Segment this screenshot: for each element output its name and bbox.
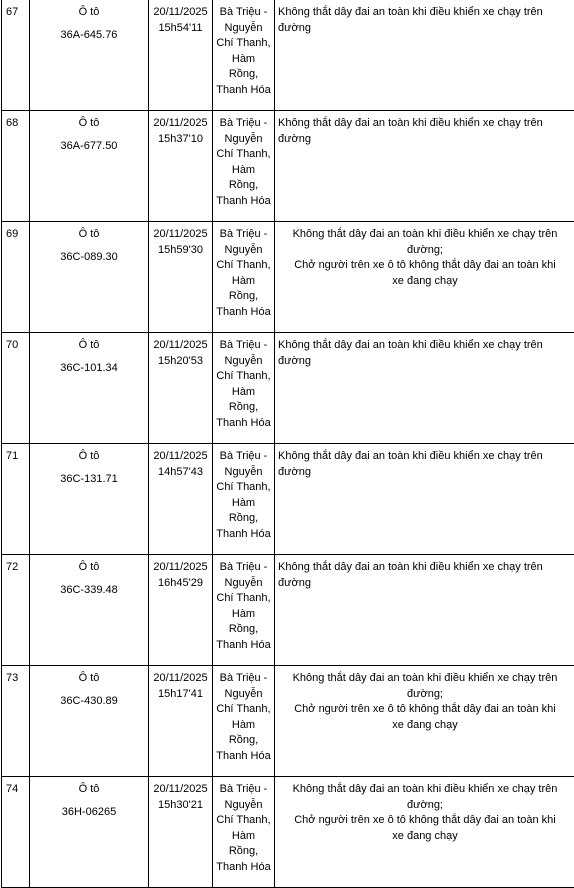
- vehicle-cell: [30, 222, 149, 333]
- violation-text: Không thắt dây đai an toàn khi điều khiển xe chạy trên đường;: [275, 227, 574, 258]
- table-row: [2, 444, 574, 555]
- location-cell: [213, 666, 275, 777]
- location-line: Hàm: [213, 496, 274, 512]
- location-line: Bà Triệu -: [213, 5, 274, 21]
- vehicle-type: Ô tô: [30, 116, 148, 132]
- location-line: Bà Triệu -: [213, 671, 274, 687]
- location-line: Thanh Hóa: [213, 194, 274, 210]
- location-line: Chí Thanh,: [213, 480, 274, 496]
- table-row: [2, 222, 574, 333]
- vehicle-type: Ô tô: [30, 227, 148, 243]
- violation-date: 20/11/2025: [149, 5, 212, 21]
- vehicle-type: Ô tô: [30, 449, 148, 465]
- row-number: 74: [2, 777, 30, 888]
- license-plate: 36A-645.76: [30, 28, 148, 44]
- violation-date: 20/11/2025: [149, 116, 212, 132]
- violation-cell: [275, 333, 574, 444]
- violation-text: Không thắt dây đai an toàn khi điều khiển xe chạy trên đường: [275, 338, 574, 369]
- time-cell: [149, 0, 213, 111]
- vehicle-cell: [30, 444, 149, 555]
- violation-text: Chở người trên xe ô tô không thắt dây đai an toàn khi xe đang chạy: [275, 702, 574, 733]
- row-number: 73: [2, 666, 30, 777]
- location-line: Chí Thanh,: [213, 258, 274, 274]
- location-line: Rồng,: [213, 844, 274, 860]
- violation-cell: [275, 444, 574, 555]
- vehicle-type: Ô tô: [30, 782, 148, 798]
- violation-text: Không thắt dây đai an toàn khi điều khiển xe chạy trên đường: [275, 5, 574, 36]
- location-cell: [213, 222, 275, 333]
- time-cell: [149, 777, 213, 888]
- row-number: 70: [2, 333, 30, 444]
- location-cell: [213, 111, 275, 222]
- violation-cell: [275, 111, 574, 222]
- location-line: Thanh Hóa: [213, 527, 274, 543]
- location-line: Bà Triệu -: [213, 782, 274, 798]
- table-row: [2, 111, 574, 222]
- location-line: Hàm: [213, 607, 274, 623]
- location-line: Bà Triệu -: [213, 227, 274, 243]
- location-line: Nguyễn: [213, 21, 274, 37]
- location-line: Hàm: [213, 274, 274, 290]
- license-plate: 36C-089.30: [30, 250, 148, 266]
- vehicle-cell: [30, 111, 149, 222]
- violation-cell: [275, 777, 574, 888]
- violation-date: 20/11/2025: [149, 782, 212, 798]
- location-line: Chí Thanh,: [213, 36, 274, 52]
- location-line: Bà Triệu -: [213, 338, 274, 354]
- row-number: 71: [2, 444, 30, 555]
- location-line: Thanh Hóa: [213, 305, 274, 321]
- location-cell: [213, 333, 275, 444]
- location-line: Chí Thanh,: [213, 702, 274, 718]
- vehicle-cell: [30, 555, 149, 666]
- license-plate: 36A-677.50: [30, 139, 148, 155]
- location-line: Rồng,: [213, 178, 274, 194]
- vehicle-type: Ô tô: [30, 671, 148, 687]
- location-line: Rồng,: [213, 733, 274, 749]
- violation-time: 15h20'53: [149, 354, 212, 370]
- location-line: Chí Thanh,: [213, 147, 274, 163]
- violation-date: 20/11/2025: [149, 449, 212, 465]
- location-line: Thanh Hóa: [213, 416, 274, 432]
- location-line: Bà Triệu -: [213, 560, 274, 576]
- vehicle-cell: [30, 666, 149, 777]
- location-line: Rồng,: [213, 289, 274, 305]
- violation-text: Không thắt dây đai an toàn khi điều khiển xe chạy trên đường: [275, 449, 574, 480]
- violation-date: 20/11/2025: [149, 338, 212, 354]
- location-cell: [213, 444, 275, 555]
- time-cell: [149, 222, 213, 333]
- location-line: Thanh Hóa: [213, 860, 274, 876]
- location-line: Nguyễn: [213, 132, 274, 148]
- license-plate: 36H-06265: [30, 805, 148, 821]
- violation-cell: [275, 666, 574, 777]
- violation-cell: [275, 222, 574, 333]
- row-number: 67: [2, 0, 30, 111]
- location-line: Hàm: [213, 829, 274, 845]
- location-line: Hàm: [213, 385, 274, 401]
- violation-time: 14h57'43: [149, 465, 212, 481]
- violation-text: Không thắt dây đai an toàn khi điều khiển xe chạy trên đường;: [275, 671, 574, 702]
- violation-time: 15h59'30: [149, 243, 212, 259]
- violation-text: Không thắt dây đai an toàn khi điều khiển xe chạy trên đường: [275, 116, 574, 147]
- location-line: Nguyễn: [213, 465, 274, 481]
- violation-time: 15h30'21: [149, 798, 212, 814]
- violation-time: 15h54'11: [149, 21, 212, 37]
- violation-cell: [275, 555, 574, 666]
- vehicle-type: Ô tô: [30, 560, 148, 576]
- location-line: Hàm: [213, 163, 274, 179]
- location-line: Nguyễn: [213, 576, 274, 592]
- violation-text: Không thắt dây đai an toàn khi điều khiển xe chạy trên đường;: [275, 782, 574, 813]
- location-line: Nguyễn: [213, 243, 274, 259]
- row-number: 68: [2, 111, 30, 222]
- vehicle-cell: [30, 333, 149, 444]
- location-line: Chí Thanh,: [213, 369, 274, 385]
- location-line: Rồng,: [213, 622, 274, 638]
- location-line: Nguyễn: [213, 687, 274, 703]
- violation-cell: [275, 0, 574, 111]
- license-plate: 36C-101.34: [30, 361, 148, 377]
- location-line: Rồng,: [213, 67, 274, 83]
- location-line: Thanh Hóa: [213, 638, 274, 654]
- time-cell: [149, 555, 213, 666]
- location-cell: [213, 555, 275, 666]
- violation-date: 20/11/2025: [149, 227, 212, 243]
- violation-date: 20/11/2025: [149, 671, 212, 687]
- location-line: Hàm: [213, 718, 274, 734]
- location-line: Bà Triệu -: [213, 449, 274, 465]
- time-cell: [149, 333, 213, 444]
- location-line: Thanh Hóa: [213, 83, 274, 99]
- license-plate: 36C-339.48: [30, 583, 148, 599]
- location-line: Bà Triệu -: [213, 116, 274, 132]
- time-cell: [149, 111, 213, 222]
- location-line: Nguyễn: [213, 354, 274, 370]
- row-number: 72: [2, 555, 30, 666]
- violation-time: 15h37'10: [149, 132, 212, 148]
- violation-text: Chở người trên xe ô tô không thắt dây đai an toàn khi xe đang chạy: [275, 258, 574, 289]
- violation-date: 20/11/2025: [149, 560, 212, 576]
- violation-text: Không thắt dây đai an toàn khi điều khiển xe chạy trên đường: [275, 560, 574, 591]
- violation-time: 15h17'41: [149, 687, 212, 703]
- violations-table-body: [2, 0, 574, 888]
- location-line: Nguyễn: [213, 798, 274, 814]
- vehicle-type: Ô tô: [30, 338, 148, 354]
- vehicle-cell: [30, 777, 149, 888]
- vehicle-type: Ô tô: [30, 5, 148, 21]
- row-number: 69: [2, 222, 30, 333]
- vehicle-cell: [30, 0, 149, 111]
- table-row: [2, 0, 574, 111]
- location-line: Rồng,: [213, 511, 274, 527]
- license-plate: 36C-131.71: [30, 472, 148, 488]
- table-row: [2, 777, 574, 888]
- location-line: Chí Thanh,: [213, 813, 274, 829]
- violations-table: [1, 0, 574, 888]
- location-line: Rồng,: [213, 400, 274, 416]
- time-cell: [149, 666, 213, 777]
- location-line: Hàm: [213, 52, 274, 68]
- violation-time: 16h45'29: [149, 576, 212, 592]
- location-cell: [213, 777, 275, 888]
- location-line: Thanh Hóa: [213, 749, 274, 765]
- violation-text: Chở người trên xe ô tô không thắt dây đai an toàn khi xe đang chạy: [275, 813, 574, 844]
- table-row: [2, 333, 574, 444]
- location-cell: [213, 0, 275, 111]
- time-cell: [149, 444, 213, 555]
- license-plate: 36C-430.89: [30, 694, 148, 710]
- location-line: Chí Thanh,: [213, 591, 274, 607]
- table-row: [2, 555, 574, 666]
- table-row: [2, 666, 574, 777]
